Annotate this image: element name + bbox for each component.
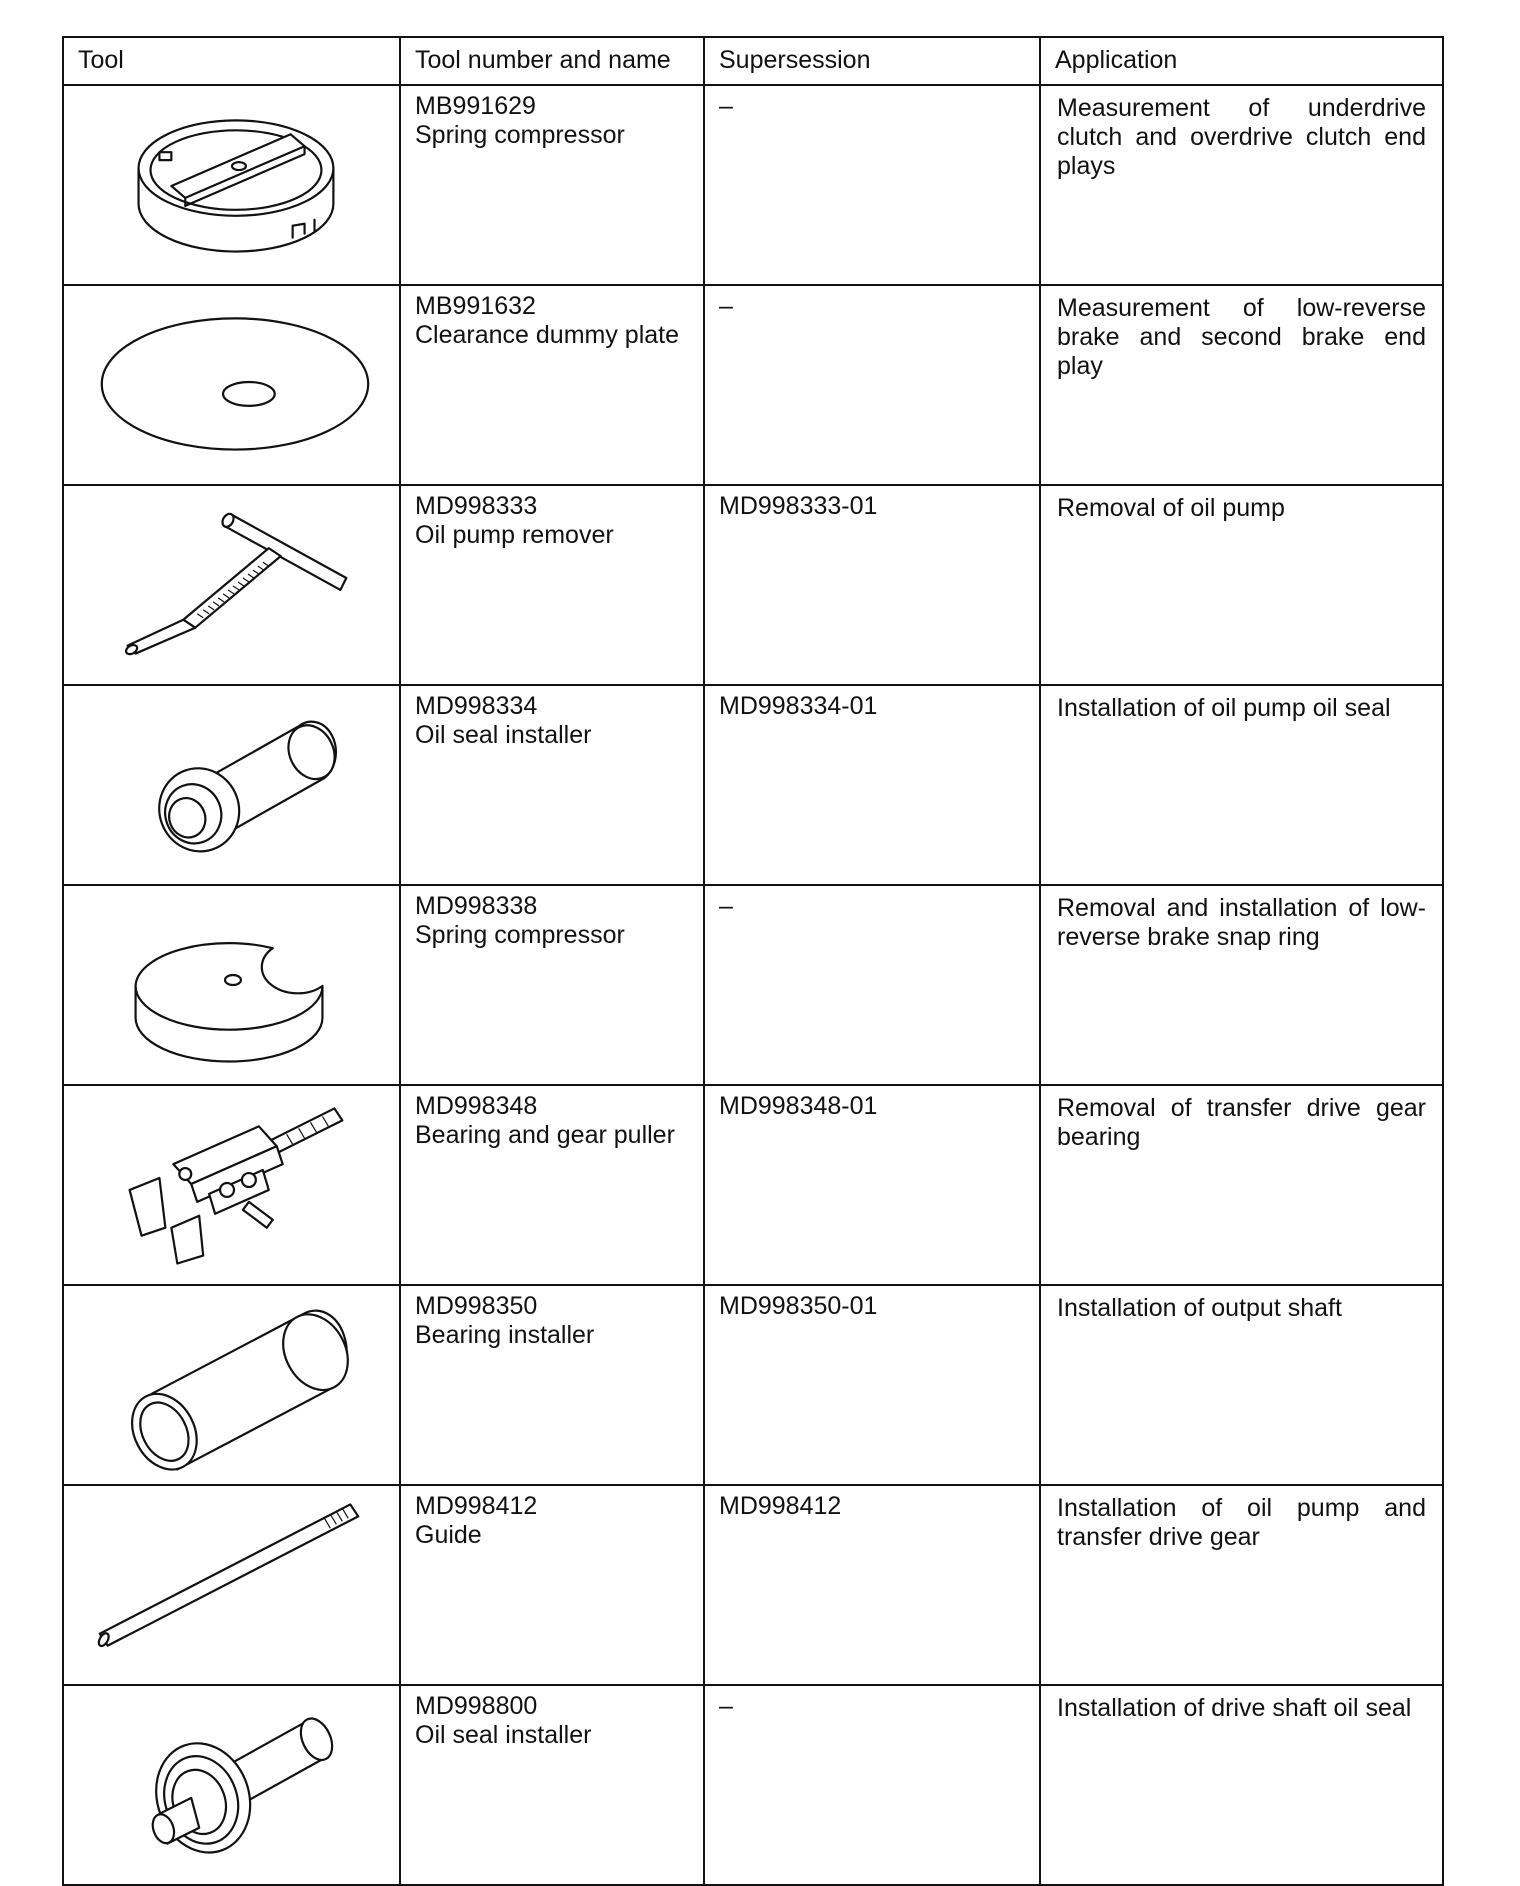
tool-number-name-cell [400, 85, 704, 285]
table-row [63, 85, 1443, 285]
t-handle-remover-icon [64, 486, 399, 674]
tool-number-name-cell [400, 885, 704, 1085]
tool-number: MD998333 [415, 492, 538, 520]
tool-number: MD998800 [415, 1692, 538, 1720]
tool-number-name-cell [400, 1485, 704, 1685]
drive-shaft-seal-installer-icon [64, 1686, 399, 1874]
header-tool-number-and-name: Tool number and name [400, 37, 704, 85]
supersession-cell: MD998334-01 [704, 685, 1040, 885]
dummy-plate-icon [64, 286, 399, 474]
tool-number: MD998350 [415, 1292, 538, 1320]
supersession-cell: – [704, 85, 1040, 285]
tool-number-name-cell [400, 485, 704, 685]
tool-number: MB991632 [415, 292, 536, 320]
tool-number: MD998334 [415, 692, 538, 720]
tool-name: Oil seal installer [415, 1721, 592, 1749]
application-cell: Measurement of underdrive clutch and overdrive clutch end plays [1040, 85, 1443, 285]
application-cell: Installation of oil pump oil seal [1040, 685, 1443, 885]
tool-number-name-cell [400, 685, 704, 885]
tool-name: Clearance dummy plate [415, 321, 680, 349]
tool-number-name-cell [400, 1685, 704, 1885]
supersession-cell: – [704, 285, 1040, 485]
oil-seal-installer-icon [64, 686, 399, 874]
tool-illustration-cell [63, 1685, 400, 1885]
tool-name: Guide [415, 1521, 482, 1549]
tool-name: Bearing installer [415, 1321, 595, 1349]
table-row [63, 1685, 1443, 1885]
table-row [63, 1085, 1443, 1285]
guide-rod-icon [64, 1486, 399, 1674]
tool-illustration-cell [63, 1485, 400, 1685]
supersession-cell: MD998412 [704, 1485, 1040, 1685]
table-row [63, 485, 1443, 685]
table-row [63, 885, 1443, 1085]
tool-name: Spring compressor [415, 921, 625, 949]
spring-compressor-ring-icon [64, 86, 399, 274]
tool-number-name-cell [400, 1285, 704, 1485]
application-cell: Removal of transfer drive gear bearing [1040, 1085, 1443, 1285]
tool-name: Bearing and gear puller [415, 1121, 675, 1149]
application-cell: Removal of oil pump [1040, 485, 1443, 685]
tool-illustration-cell [63, 285, 400, 485]
table-row [63, 685, 1443, 885]
tool-number: MD998348 [415, 1092, 538, 1120]
bearing-installer-tube-icon [64, 1286, 399, 1474]
tool-name: Oil pump remover [415, 521, 614, 549]
supersession-cell: – [704, 885, 1040, 1085]
tool-number: MD998338 [415, 892, 538, 920]
tool-name: Oil seal installer [415, 721, 592, 749]
table-row [63, 1485, 1443, 1685]
application-cell: Measurement of low-reverse brake and second brake end play [1040, 285, 1443, 485]
tool-number: MD998412 [415, 1492, 538, 1520]
tool-illustration-cell [63, 485, 400, 685]
special-tools-table [62, 36, 1444, 1886]
tool-number-name-cell [400, 285, 704, 485]
tool-illustration-cell [63, 685, 400, 885]
supersession-cell: MD998333-01 [704, 485, 1040, 685]
application-cell: Installation of drive shaft oil seal [1040, 1685, 1443, 1885]
supersession-cell: – [704, 1685, 1040, 1885]
application-cell: Removal and installation of low-reverse brake snap ring [1040, 885, 1443, 1085]
table-row [63, 285, 1443, 485]
bearing-gear-puller-icon [64, 1086, 399, 1274]
tool-number: MB991629 [415, 92, 536, 120]
supersession-cell: MD998350-01 [704, 1285, 1040, 1485]
tool-illustration-cell [63, 885, 400, 1085]
tool-illustration-cell [63, 1285, 400, 1485]
application-cell: Installation of output shaft [1040, 1285, 1443, 1485]
tool-illustration-cell [63, 85, 400, 285]
spring-compressor-notched-icon [64, 886, 399, 1074]
header-supersession: Supersession [704, 37, 1040, 85]
supersession-cell: MD998348-01 [704, 1085, 1040, 1285]
table-row [63, 1285, 1443, 1485]
header-application: Application [1040, 37, 1443, 85]
tool-name: Spring compressor [415, 121, 625, 149]
application-cell: Installation of oil pump and transfer drive gear [1040, 1485, 1443, 1685]
table-header-row [63, 37, 1443, 85]
header-tool: Tool [63, 37, 400, 85]
tool-illustration-cell [63, 1085, 400, 1285]
tool-number-name-cell [400, 1085, 704, 1285]
special-tools-sheet [62, 36, 1442, 1886]
